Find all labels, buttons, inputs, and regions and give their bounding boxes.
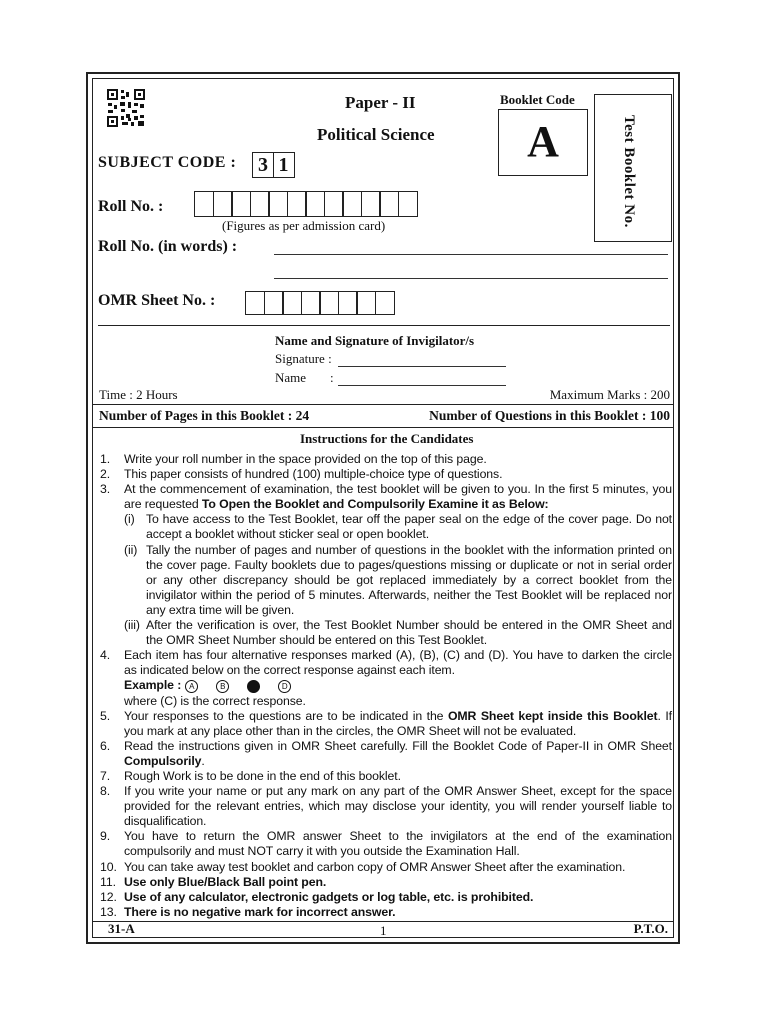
qr-code-icon: [106, 88, 146, 128]
list-item: 7. Rough Work is to be done in the end of this booklet.: [100, 768, 401, 783]
max-marks-text: Maximum Marks : 200: [549, 387, 670, 402]
list-item: 13. There is no negative mark for incorrect answer.: [100, 904, 396, 919]
list-item: (i) To have access to the Test Booklet, tear off the paper seal on the edge of the cover page. Do not accept a booklet without sticker seal or open booklet.: [124, 512, 672, 542]
name-colon: :: [330, 370, 334, 385]
signature-line[interactable]: [338, 366, 506, 367]
omr-box[interactable]: [245, 291, 265, 315]
pages-text: Number of Pages in this Booklet : 24: [99, 408, 310, 423]
instructions-list: [100, 452, 672, 920]
omr-box[interactable]: [375, 291, 395, 315]
roll-no-box[interactable]: [213, 191, 233, 217]
list-item: 3. At the commencement of examination, the test booklet will be given to you. In the first 5 minutes, you are requested To Open the Booklet and Compulsorily Examine it as Below:: [100, 482, 672, 512]
roll-no-box[interactable]: [361, 191, 381, 217]
roll-no-label: Roll No. :: [98, 198, 164, 215]
roll-no-box[interactable]: [250, 191, 270, 217]
roll-no-box[interactable]: [398, 191, 418, 217]
list-item: where (C) is the correct response.: [124, 693, 306, 708]
list-item: 6. Read the instructions given in OMR Sheet carefully. Fill the Booklet Code of Paper-II in OMR Sheet Compulsorily.: [100, 738, 672, 768]
omr-box[interactable]: [301, 291, 321, 315]
subject-title: Political Science: [317, 125, 435, 144]
time-text: Time : 2 Hours: [99, 387, 178, 402]
example-row: Example : A B D: [100, 678, 672, 693]
list-item: 8. If you write your name or put any mark on any part of the OMR Answer Sheet, except for the space provided for the relevant entries, which may disclose your identity, you will render yourself liable to disqualification.: [100, 784, 672, 829]
option-d-bubble: D: [278, 680, 291, 693]
list-item: (ii) Tally the number of pages and number of questions in the booklet with the information printed on the cover page. Faulty booklets due to pages/questions missing or duplicate or not in serial order or any other discrepancy should be got replaced immediately by a correct booklet from the invigilator within the period of 5 minutes. Afterwards, neither the Test Booklet will be replaced nor any extra time will be given.: [124, 542, 672, 617]
questions-text: Number of Questions in this Booklet : 100: [429, 408, 670, 423]
instructions-title: Instructions for the Candidates: [300, 431, 474, 446]
omr-box[interactable]: [356, 291, 376, 315]
booklet-code-box: A: [498, 109, 588, 176]
subject-code-label: SUBJECT CODE :: [98, 154, 237, 171]
roll-words-line[interactable]: [274, 254, 668, 255]
divider: [93, 404, 673, 405]
option-b-bubble: B: [216, 680, 229, 693]
subject-code-boxes: [252, 152, 295, 178]
list-item: 12. Use of any calculator, electronic gadgets or log table, etc. is prohibited.: [100, 889, 534, 904]
list-item: 2. This paper consists of hundred (100) multiple-choice type of questions.: [100, 467, 503, 482]
name-line[interactable]: [338, 385, 506, 386]
list-item: 11. Use only Blue/Black Ball point pen.: [100, 874, 327, 889]
divider: [93, 427, 673, 428]
list-item: 1. Write your roll number in the space provided on the top of this page.: [100, 452, 487, 466]
paper-title: Paper - II: [345, 93, 416, 112]
omr-sheet-label: OMR Sheet No. :: [98, 292, 216, 309]
roll-no-box[interactable]: [305, 191, 325, 217]
roll-no-boxes[interactable]: [194, 191, 418, 217]
signature-label: Signature :: [275, 351, 332, 366]
subject-code-digit: 3: [252, 152, 274, 178]
option-c-filled-bubble: [247, 680, 260, 693]
booklet-code-label: Booklet Code: [500, 92, 575, 107]
footer-code: 31-A: [108, 921, 135, 936]
roll-no-box[interactable]: [324, 191, 344, 217]
roll-no-box[interactable]: [342, 191, 362, 217]
divider: [93, 921, 673, 922]
pto-text: P.T.O.: [633, 921, 668, 936]
roll-words-line[interactable]: [274, 278, 668, 279]
roll-no-box[interactable]: [287, 191, 307, 217]
list-item: 4. Each item has four alternative responses marked (A), (B), (C) and (D). You have to darken the circle as indicated below on the correct response against each item.: [100, 648, 672, 678]
list-item: 10. You can take away test booklet and carbon copy of OMR Answer Sheet after the examination.: [100, 859, 626, 874]
invigilator-title: Name and Signature of Invigilator/s: [275, 333, 475, 348]
omr-box[interactable]: [319, 291, 339, 315]
omr-box[interactable]: [338, 291, 358, 315]
roll-no-note: (Figures as per admission card): [222, 218, 386, 233]
list-item: 9. You have to return the OMR answer Sheet to the invigilators at the end of the examination compulsorily and must NOT carry it with you outside the Examination Hall.: [100, 829, 672, 859]
list-item: 5. Your responses to the questions are to be indicated in the OMR Sheet kept inside this Booklet. If you mark at any place other than in the circles, the OMR Sheet will not be evaluated.: [100, 708, 672, 738]
divider: [98, 325, 670, 326]
omr-box[interactable]: [264, 291, 284, 315]
omr-box[interactable]: [282, 291, 302, 315]
roll-no-box[interactable]: [231, 191, 251, 217]
roll-no-box[interactable]: [379, 191, 399, 217]
omr-sheet-boxes[interactable]: [245, 291, 395, 315]
option-a-bubble: A: [185, 680, 198, 693]
list-item: (iii) After the verification is over, the Test Booklet Number should be entered in the OMR Sheet and the OMR Sheet Number should be entered on this Test Booklet.: [124, 618, 672, 648]
name-label: Name: [275, 370, 307, 385]
test-booklet-no-label: Test Booklet No.: [621, 115, 637, 228]
subject-code-digit: 1: [273, 152, 295, 178]
roll-in-words-label: Roll No. (in words) :: [98, 238, 238, 255]
roll-no-box[interactable]: [194, 191, 214, 217]
roll-no-box[interactable]: [268, 191, 288, 217]
page-number: 1: [380, 923, 387, 938]
